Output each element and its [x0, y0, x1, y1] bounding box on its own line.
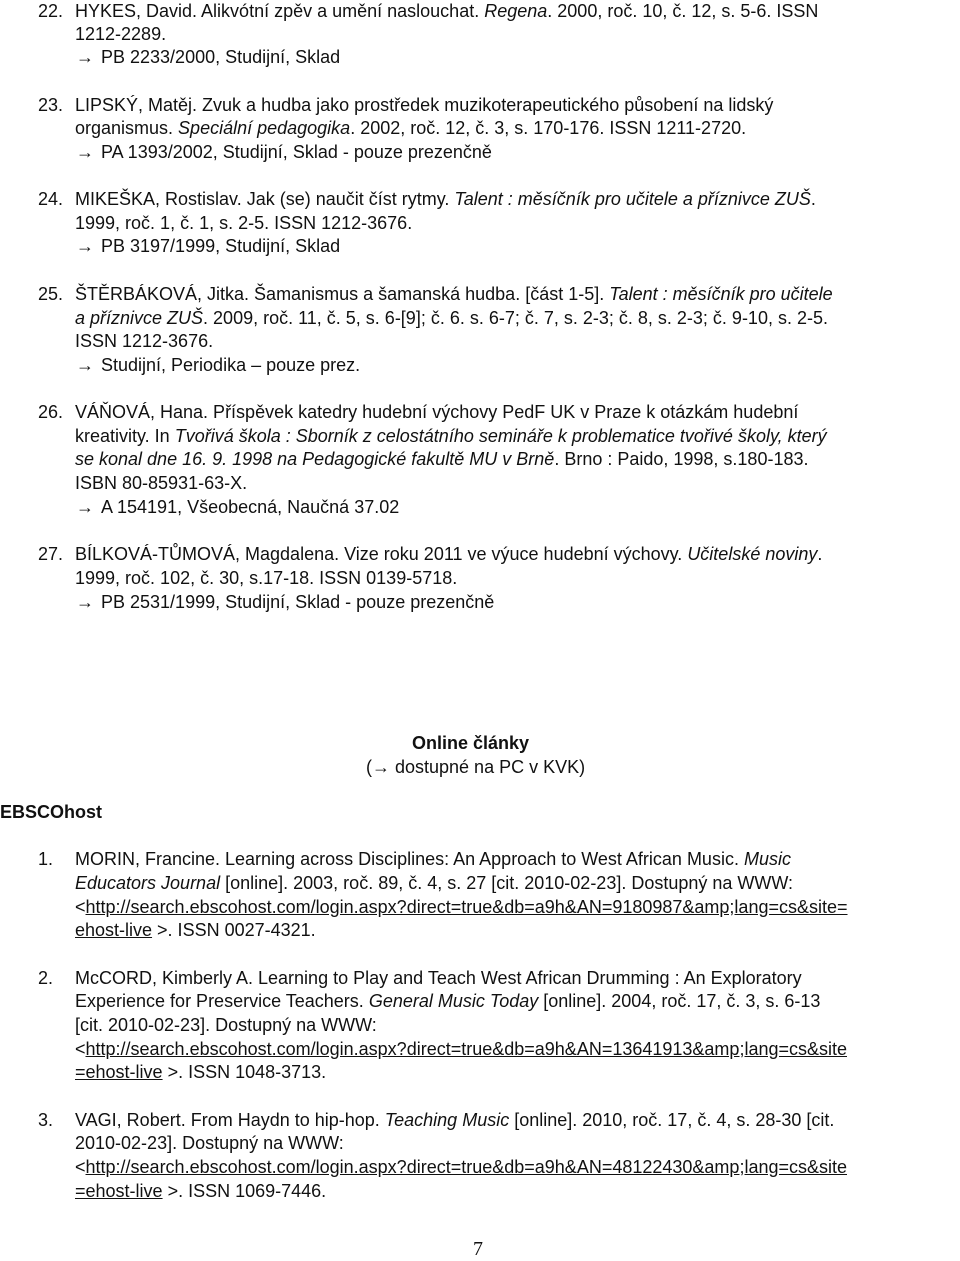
- entry-url-line: <http://search.ebscohost.com/login.aspx?direct=true&db=a9h&AN=48122430&amp;lang=cs&site: [75, 1157, 847, 1177]
- arrow-right-icon: →: [76, 497, 94, 517]
- entry-text-line: VÁŇOVÁ, Hana. Příspěvek katedry hudební výchovy PedF UK v Praze k otázkám hudební: [75, 402, 799, 422]
- holding-location: → PB 3197/1999, Studijní, Sklad: [76, 236, 341, 256]
- arrow-right-icon: →: [76, 592, 94, 612]
- arrow-right-icon: →: [76, 355, 94, 375]
- url-link[interactable]: =ehost-live: [75, 1181, 163, 1201]
- entry-text-line: ŠTĚRBÁKOVÁ, Jitka. Šamanismus a šamanská hudba. [část 1-5]. Talent : měsíčník pro učitele: [75, 284, 833, 304]
- entry-text-line: 1212-2289.: [75, 24, 167, 44]
- holding-location: → PB 2531/1999, Studijní, Sklad - pouze prezenčně: [76, 592, 495, 612]
- url-link[interactable]: http://search.ebscohost.com/login.aspx?direct=true&db=a9h&AN=9180987&amp;lang=cs&site=: [85, 897, 848, 917]
- entry-url-line: <http://search.ebscohost.com/login.aspx?direct=true&db=a9h&AN=9180987&amp;lang=cs&site=: [75, 897, 848, 917]
- entry-text-line: ISBN 80-85931-63-X.: [75, 473, 248, 493]
- entry-number: 2.: [38, 968, 54, 988]
- entry-text-line: kreativity. In Tvořivá škola : Sborník z celostátního semináře k problematice tvořivé školy, který: [75, 426, 827, 446]
- entry-number: 22.: [38, 1, 64, 21]
- entry-url-line: <http://search.ebscohost.com/login.aspx?direct=true&db=a9h&AN=13641913&amp;lang=cs&site: [75, 1039, 847, 1059]
- entry-text-line: McCORD, Kimberly A. Learning to Play and Teach West African Drumming : An Exploratory: [75, 968, 802, 988]
- ebscohost-heading: EBSCOhost: [0, 802, 103, 822]
- entry-text-line: MIKEŠKA, Rostislav. Jak (se) naučit číst rytmy. Talent : měsíčník pro učitele a příznivce ZUŠ.: [75, 189, 816, 209]
- online-articles-subheading: (→ dostupné na PC v KVK): [366, 757, 586, 777]
- entry-text-line: 1999, roč. 1, č. 1, s. 2-5. ISSN 1212-3676.: [75, 213, 413, 233]
- url-link[interactable]: http://search.ebscohost.com/login.aspx?direct=true&db=a9h&AN=48122430&amp;lang=cs&site: [85, 1157, 847, 1177]
- entry-text-line: [cit. 2010-02-23]. Dostupný na WWW:: [75, 1015, 377, 1035]
- arrow-right-icon: →: [76, 236, 94, 256]
- entry-number: 24.: [38, 189, 64, 209]
- arrow-right-icon: →: [76, 47, 94, 67]
- entry-text-line: 2010-02-23]. Dostupný na WWW:: [75, 1133, 344, 1153]
- entry-text-line: 1999, roč. 102, č. 30, s.17-18. ISSN 0139-5718.: [75, 568, 458, 588]
- entry-number: 27.: [38, 544, 64, 564]
- entry-text-line: MORIN, Francine. Learning across Disciplines: An Approach to West African Music. Music: [75, 849, 791, 869]
- arrow-right-icon: →: [76, 142, 94, 162]
- online-articles-heading: Online články: [412, 733, 530, 753]
- entry-text-line: Experience for Preservice Teachers. General Music Today [online]. 2004, roč. 17, č. 3, s. 6-13: [75, 991, 821, 1011]
- entry-text-line: LIPSKÝ, Matěj. Zvuk a hudba jako prostředek muzikoterapeutického působení na lidský: [75, 95, 774, 115]
- entry-text-line: HYKES, David. Alikvótní zpěv a umění naslouchat. Regena. 2000, roč. 10, č. 12, s. 5-6. ISSN: [75, 1, 819, 21]
- page-number: 7: [473, 1238, 483, 1260]
- entry-number: 25.: [38, 284, 64, 304]
- entry-text-line: organismus. Speciální pedagogika. 2002, roč. 12, č. 3, s. 170-176. ISSN 1211-2720.: [75, 118, 747, 138]
- entry-number: 3.: [38, 1110, 54, 1130]
- entry-text-line: ISSN 1212-3676.: [75, 331, 214, 351]
- url-link[interactable]: http://search.ebscohost.com/login.aspx?direct=true&db=a9h&AN=13641913&amp;lang=cs&site: [85, 1039, 847, 1059]
- url-link[interactable]: =ehost-live: [75, 1062, 163, 1082]
- holding-location: → Studijní, Periodika – pouze prez.: [76, 355, 361, 375]
- entry-text-line: a příznivce ZUŠ. 2009, roč. 11, č. 5, s. 6-[9]; č. 6. s. 6-7; č. 7, s. 2-3; č. 8, s. 2-3; č. 9-10, s. 2-5.: [75, 308, 828, 328]
- entry-number: 23.: [38, 95, 64, 115]
- entry-url-line: =ehost-live >. ISSN 1048-3713.: [75, 1062, 327, 1082]
- entry-number: 26.: [38, 402, 64, 422]
- entry-text-line: BÍLKOVÁ-TŮMOVÁ, Magdalena. Vize roku 2011 ve výuce hudební výchovy. Učitelské noviny.: [75, 544, 823, 564]
- url-link[interactable]: ehost-live: [75, 920, 153, 940]
- entry-text-line: VAGI, Robert. From Haydn to hip-hop. Teaching Music [online]. 2010, roč. 17, č. 4, s. 28-30 [cit.: [75, 1110, 835, 1130]
- entry-text-line: Educators Journal [online]. 2003, roč. 89, č. 4, s. 27 [cit. 2010-02-23]. Dostupný na WWW:: [75, 873, 794, 893]
- entry-number: 1.: [38, 849, 54, 869]
- holding-location: → PA 1393/2002, Studijní, Sklad - pouze prezenčně: [76, 142, 492, 162]
- holding-location: → PB 2233/2000, Studijní, Sklad: [76, 47, 341, 67]
- entry-text-line: se konal dne 16. 9. 1998 na Pedagogické fakultě MU v Brně. Brno : Paido, 1998, s.180-183.: [75, 449, 809, 469]
- entry-url-line: =ehost-live >. ISSN 1069-7446.: [75, 1181, 327, 1201]
- holding-location: → A 154191, Všeobecná, Naučná 37.02: [76, 497, 400, 517]
- entry-url-line: ehost-live >. ISSN 0027-4321.: [75, 920, 316, 940]
